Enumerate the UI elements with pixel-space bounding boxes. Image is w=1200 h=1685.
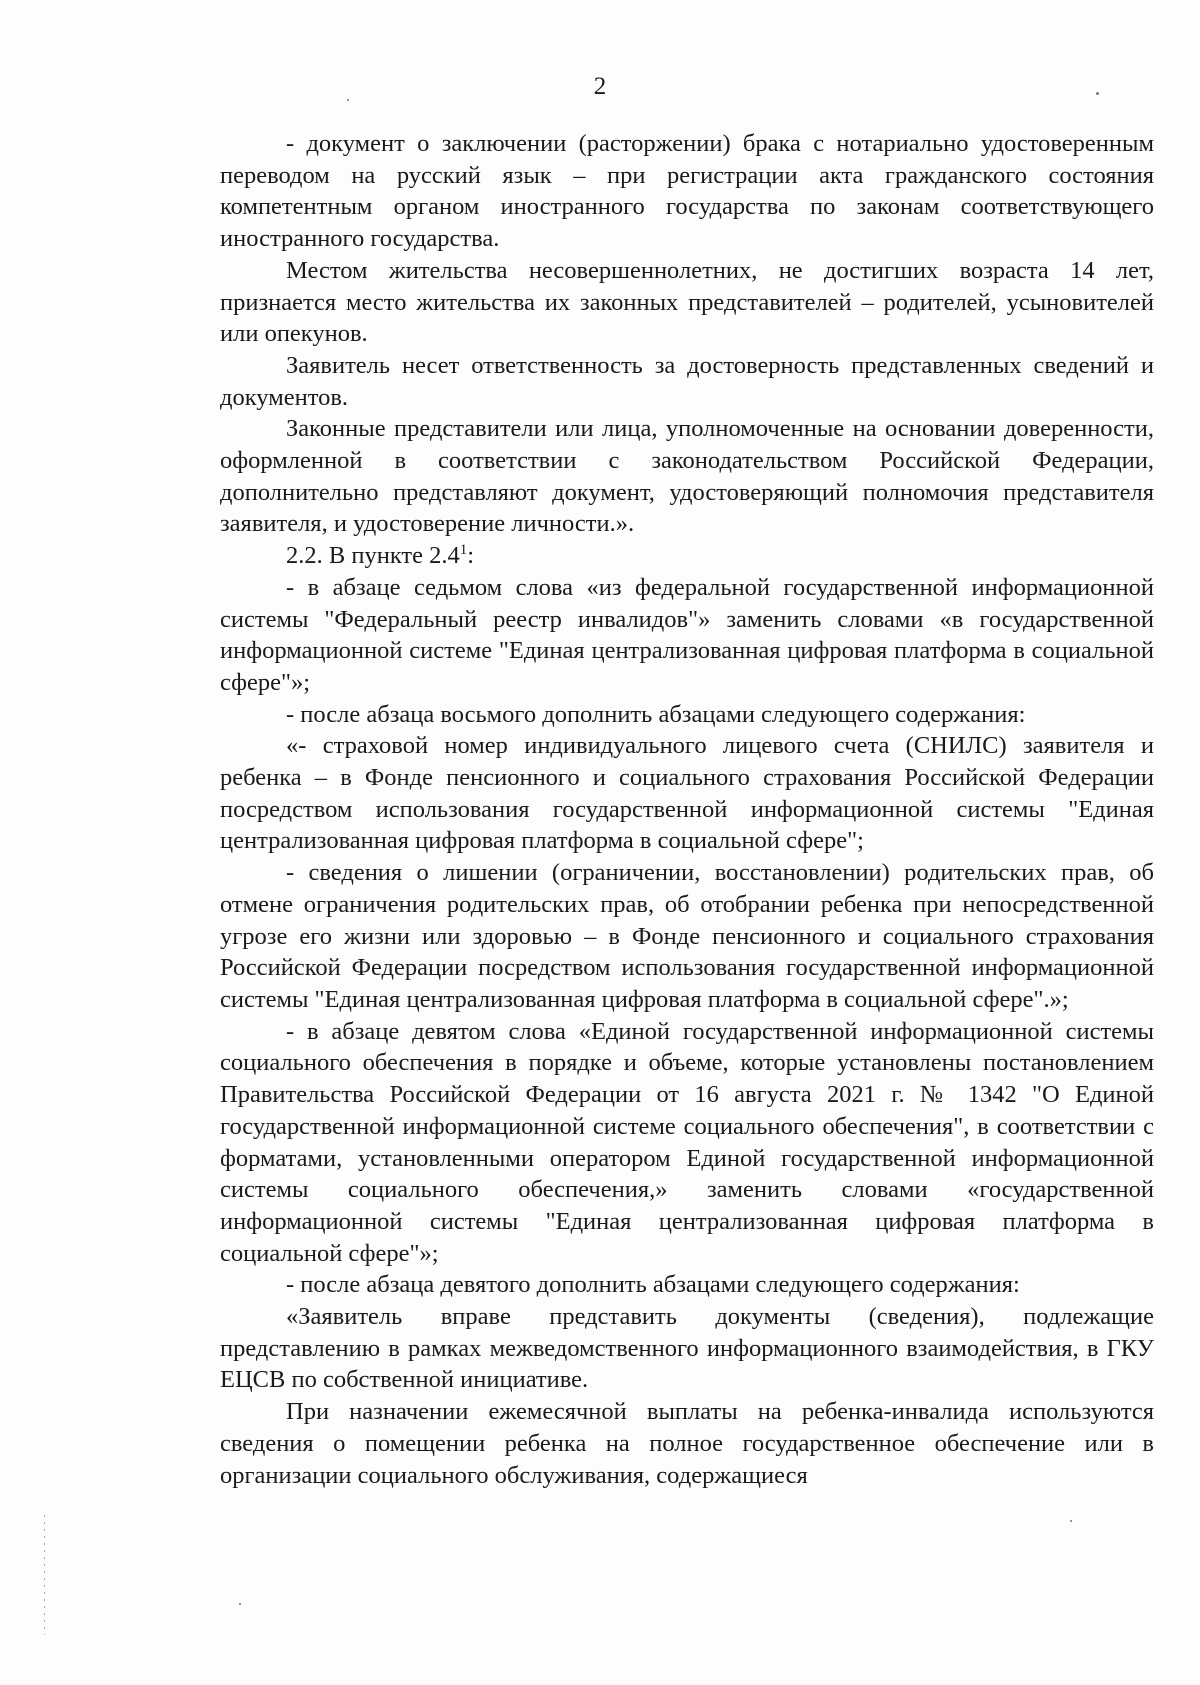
paragraph-applicant-responsibility: Заявитель несет ответственность за достоверность представленных сведений и документов.: [220, 351, 1154, 411]
point-heading-superscript: 1: [459, 542, 468, 559]
scan-speck: [239, 1603, 241, 1605]
scan-margin-marks: [44, 1515, 45, 1635]
point-heading: [220, 540, 1154, 572]
paragraph-snils: «- страховой номер индивидуального лицевого счета (СНИЛС) заявителя и ребенка – в Фонде пенсионного и социального страхования Российской Федерации посредством использования государственной информационной системы "Единая централизованная цифровая платформа в социальной сфере";: [220, 732, 1154, 855]
scan-speck: [1070, 1520, 1072, 1522]
point-heading-text: 2.2. В пункте 2.4: [286, 542, 460, 570]
paragraph-residence-minors: Местом жительства несовершеннолетних, не достигших возраста 14 лет, признается место жительства их законных представителей – родителей, усыновителей или опекунов.: [220, 256, 1154, 348]
paragraph-legal-representatives: Законные представители или лица, уполномоченные на основании доверенности, оформленной в соответствии с законодательством Российской Федерации, дополнительно представляют документ, удостоверяющий полномочия представителя заявителя, и удостоверение личности.».: [220, 415, 1154, 538]
document-body: [220, 128, 1154, 1491]
paragraph-parental-rights: - сведения о лишении (ограничении, восстановлении) родительских прав, об отмене ограничения родительских прав, об отобрании ребенка при непосредственной угрозе его жизни или здоровью – в Фонде пенсионного и социального страхования Российской Федерации посредством использования государственной информационной системы "Единая централизованная цифровая платформа в социальной сфере".»;: [220, 859, 1154, 1013]
paragraph-applicant-initiative: «Заявитель вправе представить документы (сведения), подлежащие представлению в рамках межведомственного информационного взаимодействия, в ГКУ ЕЦСВ по собственной инициативе.: [220, 1303, 1154, 1394]
scan-speck: [347, 99, 349, 101]
scan-speck: [1096, 92, 1099, 95]
paragraph-ninth-abzac: - в абзаце девятом слова «Единой государственной информационной системы социального обеспечения в порядке и объеме, которые установлены постановлением Правительства Российской Федерации от 16 августа 2021 г. № 1342 "О Единой государственной информационной системе социального обеспечения", в соответствии с форматами, установленными оператором Единой государственной информационной системы социального обеспечения,» заменить словами «государственной информационной системы "Единая централизованная цифровая платформа в социальной сфере"»;: [220, 1017, 1154, 1267]
paragraph-after-eighth: - после абзаца восьмого дополнить абзацами следующего содержания:: [286, 700, 1026, 728]
paragraph-disabled-child-payment: При назначении ежемесячной выплаты на ребенка-инвалида используются сведения о помещении ребенка на полное государственное обеспечение или в организации социального обслуживания, содержащиеся: [220, 1398, 1154, 1489]
paragraph-after-ninth: - после абзаца девятого дополнить абзацами следующего содержания:: [286, 1271, 1020, 1299]
point-heading-suffix: :: [467, 542, 475, 570]
paragraph-seventh-abzac: - в абзаце седьмом слова «из федеральной государственной информационной системы "Федеральный реестр инвалидов"» заменить словами «в государственной информационной системе "Единая централизованная цифровая платформа в социальной сфере"»;: [220, 573, 1154, 696]
paragraph-marriage-document: - документ о заключении (расторжении) брака с нотариально удостоверенным переводом на русский язык – при регистрации акта гражданского состояния компетентным органом иностранного государства по законам соответствующего иностранного государства.: [220, 130, 1154, 253]
page-number: 2: [593, 73, 607, 100]
